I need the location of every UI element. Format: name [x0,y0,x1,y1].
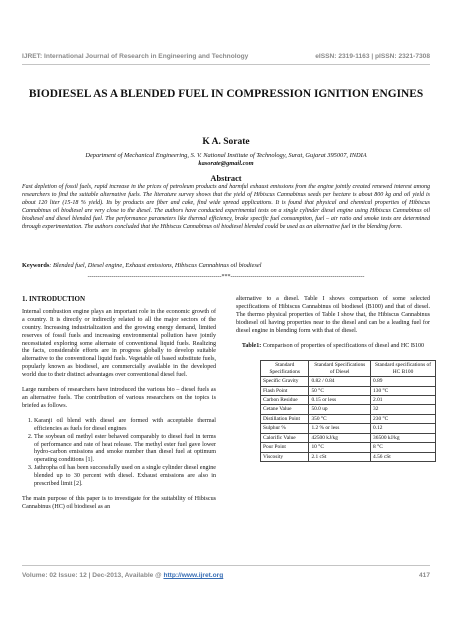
keywords-text: : Blended fuel, Diesel engine, Exhaust emissions, Hibiscus Cannabinus oil biodiesel [49,262,262,269]
table-cell: Flash Point [261,386,309,395]
running-header [22,53,430,60]
table-cell: Distillation Point [261,414,309,423]
list-item: 3. Jathropha oil has been successfully used on a single cylinder diesel engine blended up to 30 percent with diesel. Exhaust emissions are also in prescribed limit [2]. [34,465,216,489]
table-cell: 0.89 [371,377,436,386]
table-cell: 230 °C [371,414,436,423]
table-cell: Cetane Value [261,405,309,414]
table-cell: 50.0 up [309,405,371,414]
table-caption-label: Table1: [241,342,262,349]
list-item: 1. Karanji oil blend with diesel are formed with acceptable thermal efficiencies as fuels for diesel engines [34,418,216,434]
specifications-table [260,360,436,461]
table-cell: Calorific Value [261,433,309,442]
issn: eISSN: 2319-1163 | pISSN: 2321-7308 [315,53,430,60]
table-cell: Viscosity [261,452,309,461]
affiliation-text: Department of Mechanical Engineering, S. V. National Institute of Technology, Surat, Gujarat 395007, INDIA [85,152,367,159]
table-cell: 42500 kJ/kg [309,433,371,442]
author-name: K A. Sorate [202,137,250,147]
keywords [22,262,430,269]
page-number: 417 [418,572,430,579]
table-cell: 2.01 [371,396,436,405]
table-row [261,377,436,386]
intro-paragraph-4: alternative to a diesel. Table I shows comparison of some selected specifications of Hibiscus Cannabinus oil biodiesel (B100) and that of diesel. The thermo physical properties of Table I show that, the Hibiscus Cannabinus biodiesel oil having properties near to the diesel and can be a leading fuel for diesel engine in blending form with that of diesel. [236,296,430,334]
table-row [261,396,436,405]
table-cell: 10 °C [309,443,371,452]
table-row [261,414,436,423]
table-cell: 32 [371,405,436,414]
table-header: Standard Specifications of Diesel [309,361,371,377]
table-caption [236,343,430,351]
table-cell: 0.82 / 0.84 [309,377,371,386]
table-row [261,386,436,395]
intro-heading: 1. INTRODUCTION [22,295,86,303]
table-row [261,405,436,414]
author-affiliation [22,152,430,169]
table-cell: Sulphur % [261,424,309,433]
intro-paragraph-3: The main purpose of this paper is to investigate for the suitability of Hibiscus Cannabinus (HC) oil biodiesel as an [22,495,216,510]
table-row [261,433,436,442]
research-list [22,418,216,489]
table-cell: Carbon Residue [261,396,309,405]
table-cell: 8 °C [371,443,436,452]
table-cell: 50 °C [309,386,371,395]
abstract-heading: Abstract [210,174,242,183]
table-row [261,443,436,452]
table-cell: 1.2 % or less [309,424,371,433]
table-header: Standard specifications of HC B100 [371,361,436,377]
table-header-row [261,361,436,377]
footer-volume-text: Volume: 02 Issue: 12 | Dec-2013, Available @ [22,572,164,579]
table-cell: 2.1 cSt [309,452,371,461]
table-cell: 36500 kJ/kg [371,433,436,442]
list-item: 2. The soybean oil methyl ester behaved comparably to diesel fuel in terms of performance and rate of heat release. The methyl ester fuel gave lower hydro-carbon emissions and smoke number than diesel fuel at optimum operating conditions [1]. [34,434,216,466]
left-column [22,296,216,519]
running-footer [22,572,430,579]
journal-name: IJRET: International Journal of Research in Engineering and Technology [22,53,249,60]
author-email[interactable]: kasorate@gmail.com [198,160,254,168]
keywords-label: Keywords [22,262,50,269]
section-separator: -------------------------------------------------------------------***------------------------------------------------------------------- [87,274,365,280]
table-caption-text: Comparison of properties of specifications of diesel and HC B100 [261,342,425,349]
journal-link[interactable]: http://www.ijret.org [163,572,224,579]
paper-title: BIODIESEL AS A BLENDED FUEL IN COMPRESSION IGNITION ENGINES [28,88,424,100]
table-row [261,424,436,433]
table-cell: Pour Point [261,443,309,452]
table-cell: 130 °C [371,386,436,395]
table-cell: Specific Gravity [261,377,309,386]
intro-paragraph-2: Large numbers of researchers have introduced the various bio – diesel fuels as an alternative fuels. The contribution of various researchers on the topics is briefed as follows. [22,387,216,409]
footer-volume [22,572,223,579]
table-cell: 350 °C [309,414,371,423]
table-cell: 4.56 cSt [371,452,436,461]
table-cell: 0.15 or less [309,396,371,405]
abstract-text: Fast depletion of fossil fuels, rapid increase in the prices of petroleum products and harmful exhaust emissions from the engine jointly created renewed interest among researchers to find the suitable alternative fuels. The literature survey shows that the yield of Hibiscus Cannabinus seeds per hectare is about 800 kg and oil yield is about 120 liter (15-18 % yield). Its by products are fiber and cake, find wide spread applications. It is found that physical and chemical properties of Hibiscus Cannabinus oil biodiesel are very close to the diesel. The authors have conducted experimental tests on a single cylinder diesel engine using Hibiscus Cannabinus oil biodiesel and diesel blended fuel. The performance parameters like thermal efficiency, brake specific fuel consumption, fuel – air ratio and smoke tests are determined through experimentation. The authors concluded that the Hibiscus Cannabinus oil biodiesel blended could be used as an alternative fuel in the blending form. [22,184,430,230]
table-header: Standard Specifications [261,361,309,377]
right-column [236,296,430,462]
table-row [261,452,436,461]
intro-paragraph-1: Internal combustion engine plays an important role in the economic growth of a country. It is directly or indirectly related to all the major sectors of the country. Increasing industrialization and the growing energy demand, limited reserves of fossil fuels and increasing environmental pollution have jointly necessitated exploring some alternate of conventional liquid fuels. Realizing the facts, considerable efforts are in progress globally to develop suitable alternative to the conventional liquid fuels. Vegetable oil based substitute fuels, popularly known as biodiesel, are commercially available in the developed world due to their distinct advantages over conventional diesel fuel. [22,308,216,379]
table-cell: 0.12 [371,424,436,433]
header-rule [22,64,430,65]
footer-rule [22,565,430,566]
